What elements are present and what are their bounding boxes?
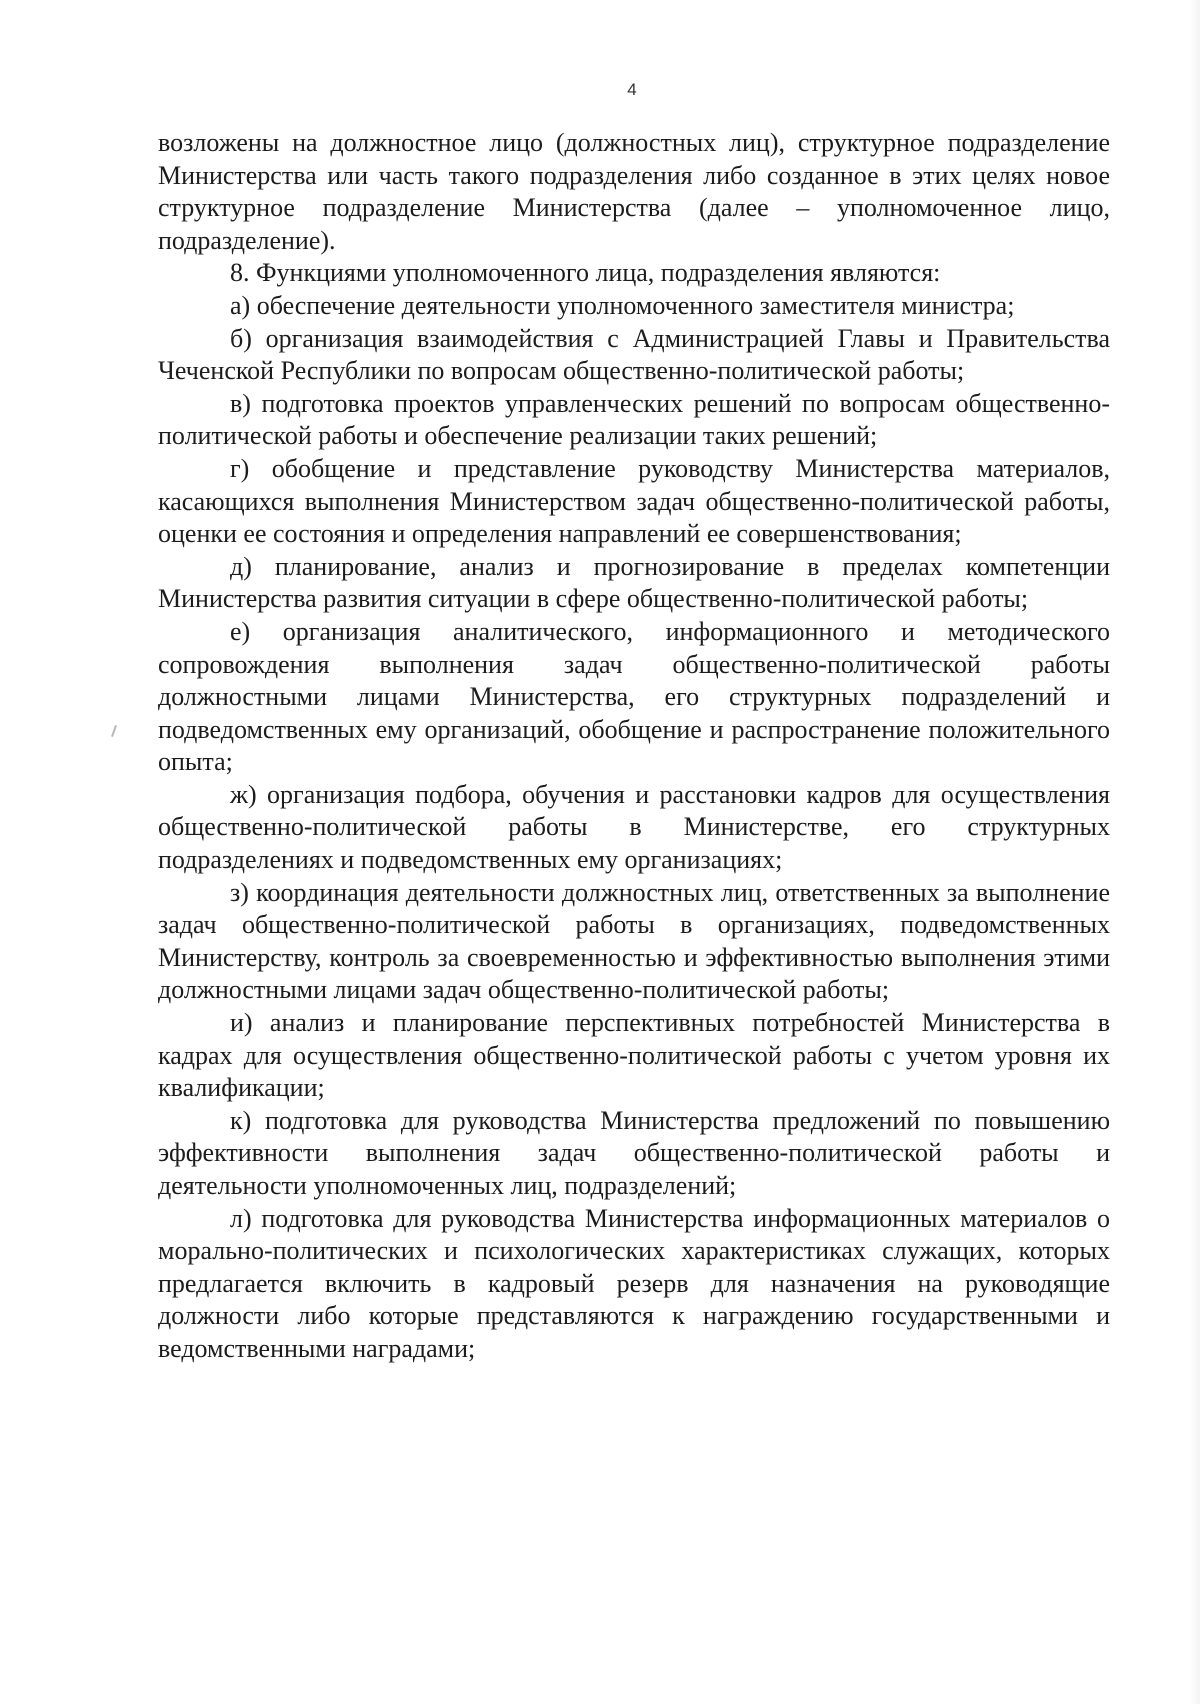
paragraph-item-8: 8. Функциями уполномоченного лица, подразделения являются: — [230, 258, 941, 288]
paragraph-item-a: а) обеспечение деятельности уполномоченного заместителя министра; — [230, 290, 1015, 320]
paragraph-item-b: б) организация взаимодействия с Администрацией Главы и Правительства Чеченской Республики по вопросам общественно-политической работы; — [158, 323, 1110, 386]
paragraph-item-g: г) обобщение и представление руководству Министерства материалов, касающихся выполнения Министерством задач общественно-политической работы, оценки ее состояния и определения направлений ее совершенствования; — [158, 453, 1110, 549]
scan-speck — [111, 725, 117, 737]
paragraph-item-l: л) подготовка для руководства Министерства информационных материалов о морально-политических и психологических характеристиках служащих, которых предлагается включить в кадровый резерв для назначения на руководящие должности либо которые представляются к награждению государственными и ведомственными наградами; — [158, 1203, 1110, 1363]
paragraph-item-z: з) координация деятельности должностных лиц, ответственных за выполнение задач общественно-политической работы в организациях, подведомственных Министерству, контроль за своевременностью и эффективностью выполнения этими должностными лицами задач общественно-политической работы; — [158, 877, 1110, 1005]
paragraph-item-e: е) организация аналитического, информационного и методического сопровождения выполнения задач общественно-политической работы должностными лицами Министерства, его структурных подразделений и подведомственных ему организаций, обобщение и распространение положительного опыта; — [158, 616, 1110, 777]
document-body — [158, 127, 1110, 1366]
paragraph-item-v: в) подготовка проектов управленческих решений по вопросам общественно-политической работы и обеспечение реализации таких решений; — [158, 388, 1110, 451]
paragraph-item-d: д) планирование, анализ и прогнозирование в пределах компетенции Министерства развития ситуации в сфере общественно-политической работы; — [158, 551, 1110, 614]
paragraph-intro: возложены на должностное лицо (должностных лиц), структурное подразделение Министерства или часть такого подразделения либо созданное в этих целях новое структурное подразделение Министерства (далее – уполномоченное лицо, подразделение). — [158, 128, 1110, 255]
paragraph-item-k: к) подготовка для руководства Министерства предложений по повышению эффективности выполнения задач общественно-политической работы и деятельности уполномоченных лиц, подразделений; — [158, 1105, 1110, 1200]
page-number: 4 — [627, 80, 637, 99]
scan-edge-shadow — [1190, 0, 1200, 1704]
paragraph-item-i: и) анализ и планирование перспективных потребностей Министерства в кадрах для осуществления общественно-политической работы с учетом уровня их квалификации; — [158, 1008, 1110, 1103]
paragraph-item-zh: ж) организация подбора, обучения и расстановки кадров для осуществления общественно-политической работы в Министерстве, его структурных подразделениях и подведомственных ему организациях; — [158, 779, 1110, 875]
